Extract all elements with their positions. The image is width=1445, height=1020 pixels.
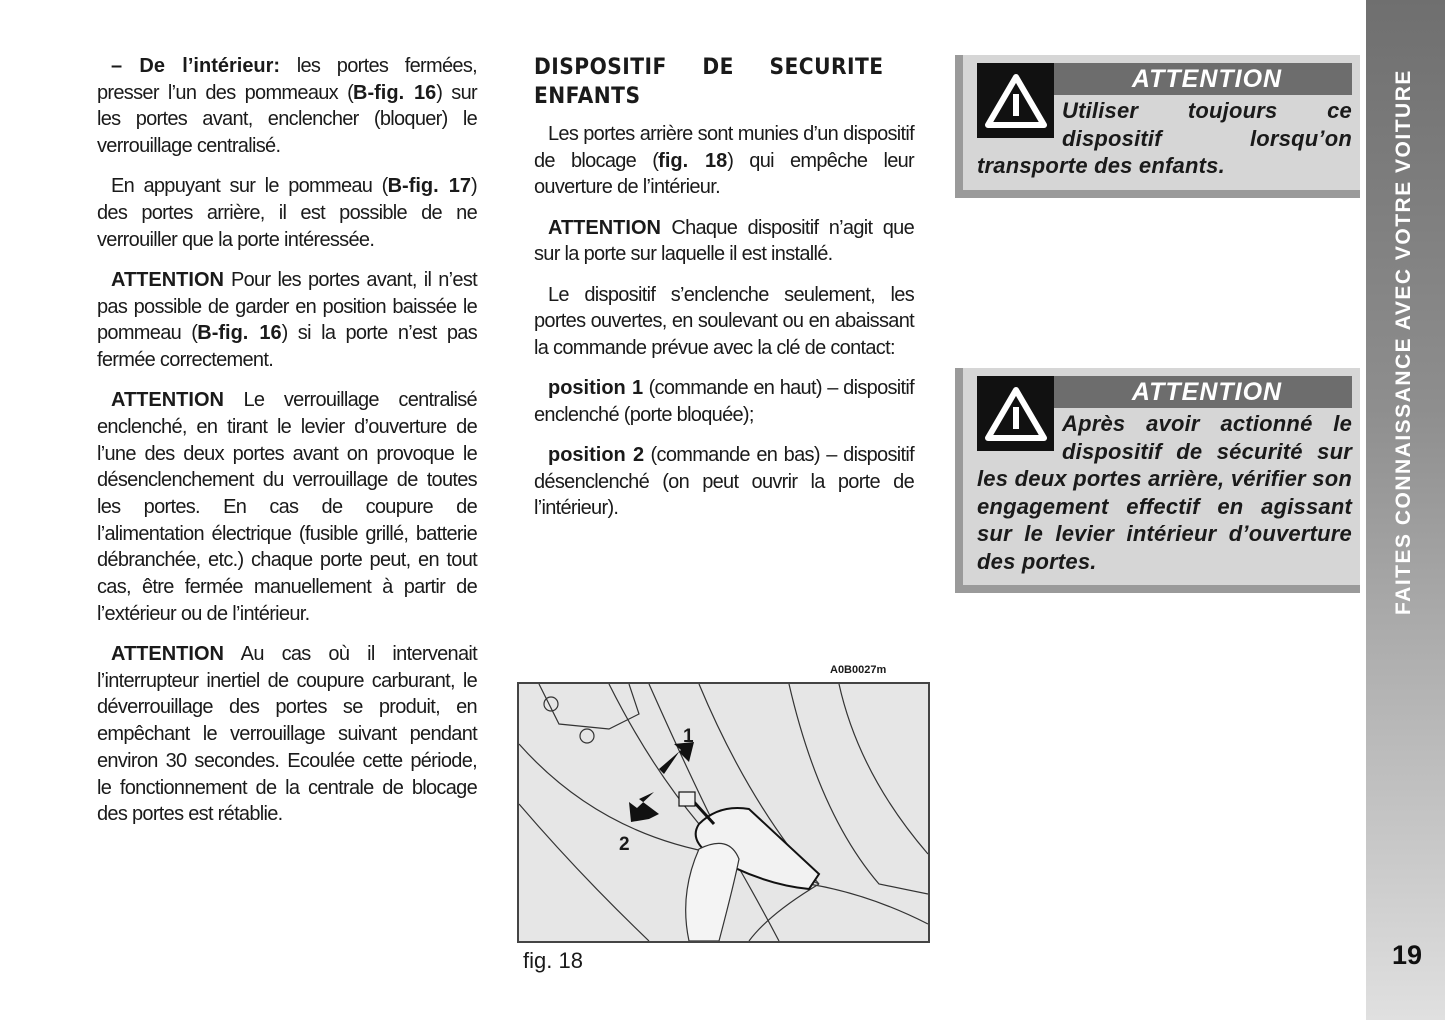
paragraph	[534, 215, 914, 268]
paragraph	[97, 173, 477, 253]
text: (commande en haut) – dispositif enclenché (porte bloquée);	[534, 377, 914, 426]
warning-triangle-icon	[977, 63, 1054, 138]
text: En appuyant sur le pommeau (	[111, 175, 388, 198]
position-2-label: 2	[619, 834, 630, 855]
page-number: 19	[1392, 940, 1423, 970]
paragraph	[97, 267, 477, 374]
warning-title: ATTENTION	[977, 63, 1352, 95]
warning-triangle-icon	[977, 376, 1054, 451]
fig-ref: B-fig. 16	[197, 322, 282, 345]
left-column	[97, 53, 477, 841]
fig-ref: fig. 18	[658, 149, 728, 172]
bold-lead: – De l’intérieur:	[111, 55, 281, 77]
text: Au cas où il intervenait l’interrupteur inertiel de coupure carburant, le déverrouillage des portes se produit, en empêchant le verrouillage suivant pendant environ 30 secondes. Ecoulée cette période, le fonctionnement de la centrale de blocage des portes est rétablie.	[97, 643, 477, 826]
warning-box	[955, 55, 1360, 198]
figure-code: A0B0027m	[830, 664, 887, 676]
text: ) des portes arrière, il est possible de ne verrouiller que la porte intéressée.	[97, 175, 477, 251]
paragraph	[97, 387, 477, 627]
bold-lead: ATTENTION	[111, 268, 224, 291]
text: Chaque dispositif n’agit que sur la porte sur laquelle il est installé.	[534, 216, 914, 266]
paragraph	[534, 282, 914, 362]
fig-ref: B-fig. 16	[353, 81, 437, 104]
bold-lead: ATTENTION	[548, 216, 661, 239]
text: les portes fermées, presser l’un des pommeaux (	[97, 55, 477, 104]
paragraph	[534, 442, 914, 522]
bold-lead: position 2	[548, 444, 645, 467]
text: Le dispositif s’enclenche seulement, les portes ouvertes, en soulevant ou en abaissant la commande prévue avec la clé de contact:	[534, 283, 914, 359]
middle-column	[534, 53, 914, 536]
figure-illustration	[517, 682, 930, 943]
paragraph	[534, 375, 914, 428]
warning-box	[955, 368, 1360, 593]
fig-ref: B-fig. 17	[387, 175, 472, 198]
text: (commande en bas) – dispositif désenclenché (on peut ouvrir la porte de l’intérieur).	[534, 444, 914, 520]
paragraph	[534, 121, 914, 201]
figure-caption: fig. 18	[523, 948, 583, 973]
paragraph	[97, 641, 477, 828]
chapter-title: FAITES CONNAISSANCE AVEC VOTRE VOITURE	[1392, 69, 1415, 615]
section-heading: DISPOSITIF DE SECURITE ENFANTS	[534, 55, 884, 109]
text: ) si la porte n’est pas fermée correctement.	[97, 322, 477, 372]
bold-lead: position 1	[548, 377, 644, 400]
warning-text: Après avoir actionné le dispositif de sécurité sur les deux portes arrière, vérifier son engagement effectif en agissant sur le levier intérieur d’ouverture des portes.	[977, 411, 1352, 574]
warning-text: Utiliser toujours ce dispositif lorsqu’on transporte des enfants.	[977, 98, 1352, 178]
text: Pour les portes avant, il n’est pas possible de garder en position baissée le pommeau (	[97, 268, 477, 345]
bold-lead: ATTENTION	[111, 643, 224, 666]
chapter-sidebar	[1366, 0, 1445, 1020]
text: ) qui empêche leur ouverture de l’intérieur.	[534, 149, 914, 199]
warning-title: ATTENTION	[977, 376, 1352, 408]
bold-lead: ATTENTION	[111, 389, 224, 412]
text: Les portes arrière sont munies d’un dispositif de blocage (	[534, 123, 914, 172]
paragraph	[97, 53, 477, 160]
text: ) sur les portes avant, enclencher (bloquer) le verrouillage centralisé.	[97, 81, 477, 158]
text: Le verrouillage centralisé enclenché, en tirant le levier d’ouverture de l’une des deux portes avant on provoque le désenclenchement du verrouillage de toutes les portes. En cas de coupure de l’alimentation électrique (fusible grillé, batterie débranchée, etc.) chaque porte peut, en tout cas, être fermée manuellement à partir de l’extérieur ou de l’intérieur.	[97, 389, 477, 625]
position-1-label: 1	[683, 726, 694, 747]
